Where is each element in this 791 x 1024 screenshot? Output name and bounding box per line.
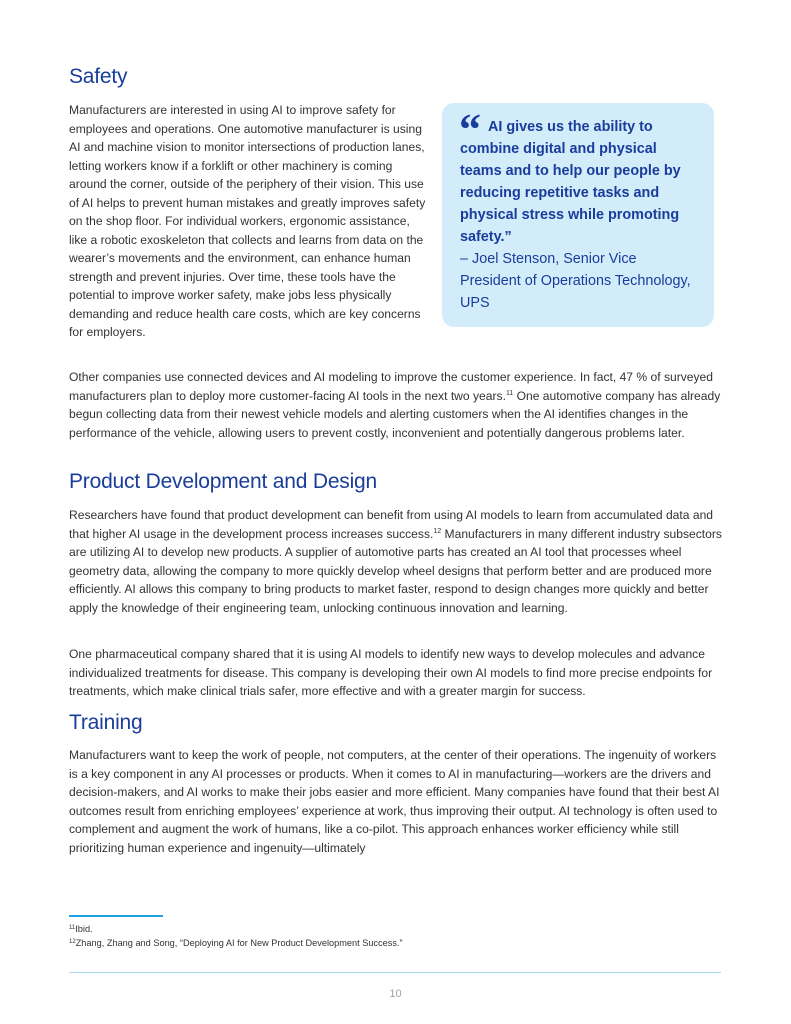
footnote-11 xyxy=(69,923,93,935)
product-paragraph-1 xyxy=(69,506,723,617)
pull-quote-text: AI gives us the ability to combine digital and physical teams and to help our people by reducing repetitive tasks and physical stress while promoting safety.” xyxy=(460,119,681,245)
footnote-text: Ibid. xyxy=(75,924,93,934)
quote-mark-icon: “ xyxy=(459,105,481,154)
safety-paragraph-2-a: Other companies use connected devices and AI modeling to improve the customer experience. In fact, 47 % of surveyed manufacturers plan to deploy more customer-facing AI tools in the next two years. xyxy=(69,370,714,403)
section-heading-safety: Safety xyxy=(69,65,128,88)
footnote-ref-12[interactable]: 12 xyxy=(433,527,442,535)
footnote-divider xyxy=(69,915,163,917)
footnote-number: 12 xyxy=(69,939,76,945)
section-heading-product-development: Product Development and Design xyxy=(69,470,378,493)
training-body: Manufacturers want to keep the work of people, not computers, at the center of their operations. The ingenuity of workers is a key component in any AI processes or products. When it comes to AI in manufacturing—workers are the drivers and decision-makers, and AI works to make their jobs easier and more efficient. Many companies have found that their best AI outcomes result from enriching employees’ experience at work, thus improving their output. AI technology is often used to complement and augment the work of humans, like a co-pilot. This approach enhances worker efficiency while still prioritizing human experience and ingenuity—ultimately xyxy=(69,748,720,855)
product-paragraph-2: One pharmaceutical company shared that it is using AI models to identify new ways to develop molecules and advance individualized treatments for disease. This company is developing their own AI models to find more precise endpoints for treatments, which make clinical trials safer, more effective and with a greater margin for success. xyxy=(69,647,713,698)
pull-quote-attribution: – Joel Stenson, Senior Vice President of Operations Technology, UPS xyxy=(460,251,691,311)
section-heading-training: Training xyxy=(69,711,143,734)
footnote-text: Zhang, Zhang and Song, “Deploying AI for New Product Development Success.” xyxy=(75,938,403,948)
footnote-12 xyxy=(69,937,403,949)
product-paragraph-1-a: Researchers have found that product development can benefit from using AI models to learn from accumulated data and that higher AI usage in the development process increases success. xyxy=(69,508,714,541)
product-paragraph-1-b: Manufacturers in many different industry subsectors are utilizing AI to develop new products. A supplier of automotive parts has created an AI tool that processes wheel geometry data, allowing the company to more quickly develop wheel designs that perform better and are produced more efficiently. AI allows this company to bring products to market faster, respond to design changes more quickly and better apply the knowledge of their engineering team, unlocking continuous innovation and learning. xyxy=(69,526,722,615)
safety-paragraph-2-b: One automotive company has already begun collecting data from their newest vehicle models and alerting customers when the AI identifies changes in the performance of the vehicle, allowing users to prevent costly, inconvenient and potentially dangerous problems later. xyxy=(69,388,721,440)
footnote-number: 11 xyxy=(69,925,76,931)
page-number: 10 xyxy=(389,988,402,1000)
safety-body: Manufacturers are interested in using AI to improve safety for employees and operations. One automotive manufacturer is using AI and machine vision to monitor intersections of production lanes, letting workers know if a forklift or other machinery is coming around the corner, outside of the periphery of their vision. This use of AI helps to prevent human mistakes and greatly improves safety on the shop floor. For individual workers, ergonomic assistance, like a robotic exoskeleton that collects and learns from data on the wearer’s movements and the environment, can enhance human strength and prevent injuries. Over time, these tools have the potential to improve worker safety, make jobs less physically demanding and reduce health care costs, which are key concerns for employers. xyxy=(69,103,426,339)
page-footer-divider xyxy=(69,972,721,973)
safety-paragraph-2 xyxy=(69,368,723,442)
footnote-ref-11[interactable]: 11 xyxy=(505,389,514,397)
